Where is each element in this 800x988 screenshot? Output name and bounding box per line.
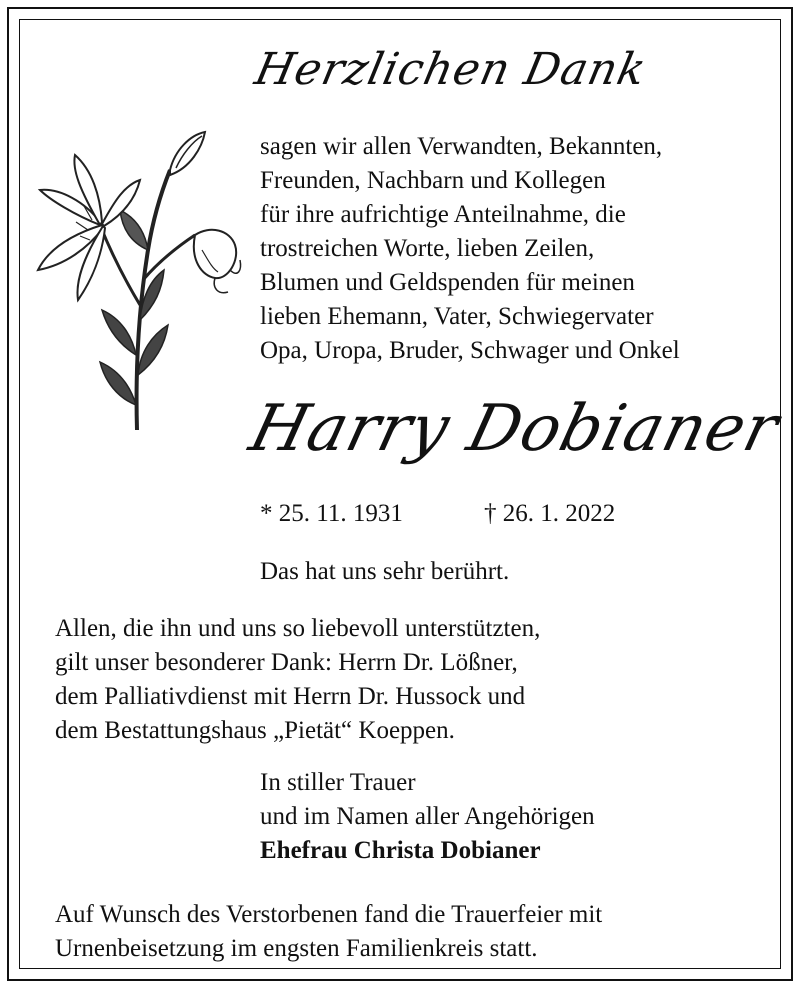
support-line: dem Bestattungshaus „Pietät“ Koeppen. [55, 717, 455, 744]
signature-line: In stiller Trauer [260, 769, 416, 796]
support-line: dem Palliativdienst mit Herrn Dr. Hussock und [55, 683, 526, 710]
thanks-text [260, 130, 680, 368]
support-line: Allen, die ihn und uns so liebevoll unterstützten, [55, 615, 541, 642]
signature-block [260, 766, 595, 868]
lily-icon [30, 130, 245, 440]
thanks-line: lieben Ehemann, Vater, Schwiegervater [260, 303, 654, 330]
note-line: Auf Wunsch des Verstorbenen fand die Trauerfeier mit [55, 901, 603, 928]
deceased-name: Harry Dobianer [242, 392, 787, 466]
life-dates [260, 497, 616, 531]
thanks-line: für ihre aufrichtige Anteilnahme, die [260, 201, 626, 228]
thanks-line: trostreichen Worte, lieben Zeilen, [260, 235, 595, 262]
thanks-line: sagen wir allen Verwandten, Bekannten, [260, 133, 663, 160]
signature-line: und im Namen aller Angehörigen [260, 803, 595, 830]
funeral-note [55, 898, 602, 966]
moved-text: Das hat uns sehr berührt. [260, 558, 510, 585]
thanks-line: Blumen und Geldspenden für meinen [260, 269, 635, 296]
signer-name: Ehefrau Christa Dobianer [260, 837, 541, 864]
note-line: Urnenbeisetzung im engsten Familienkreis statt. [55, 935, 538, 962]
birth-date: * 25. 11. 1931 [260, 500, 403, 527]
thanks-line: Freunden, Nachbarn und Kollegen [260, 167, 606, 194]
thanks-line: Opa, Uropa, Bruder, Schwager und Onkel [260, 337, 680, 364]
support-text [55, 612, 540, 748]
death-date: † 26. 1. 2022 [484, 500, 616, 527]
heading: Herzlichen Dank [250, 44, 652, 95]
support-line: gilt unser besonderer Dank: Herrn Dr. Lößner, [55, 649, 518, 676]
